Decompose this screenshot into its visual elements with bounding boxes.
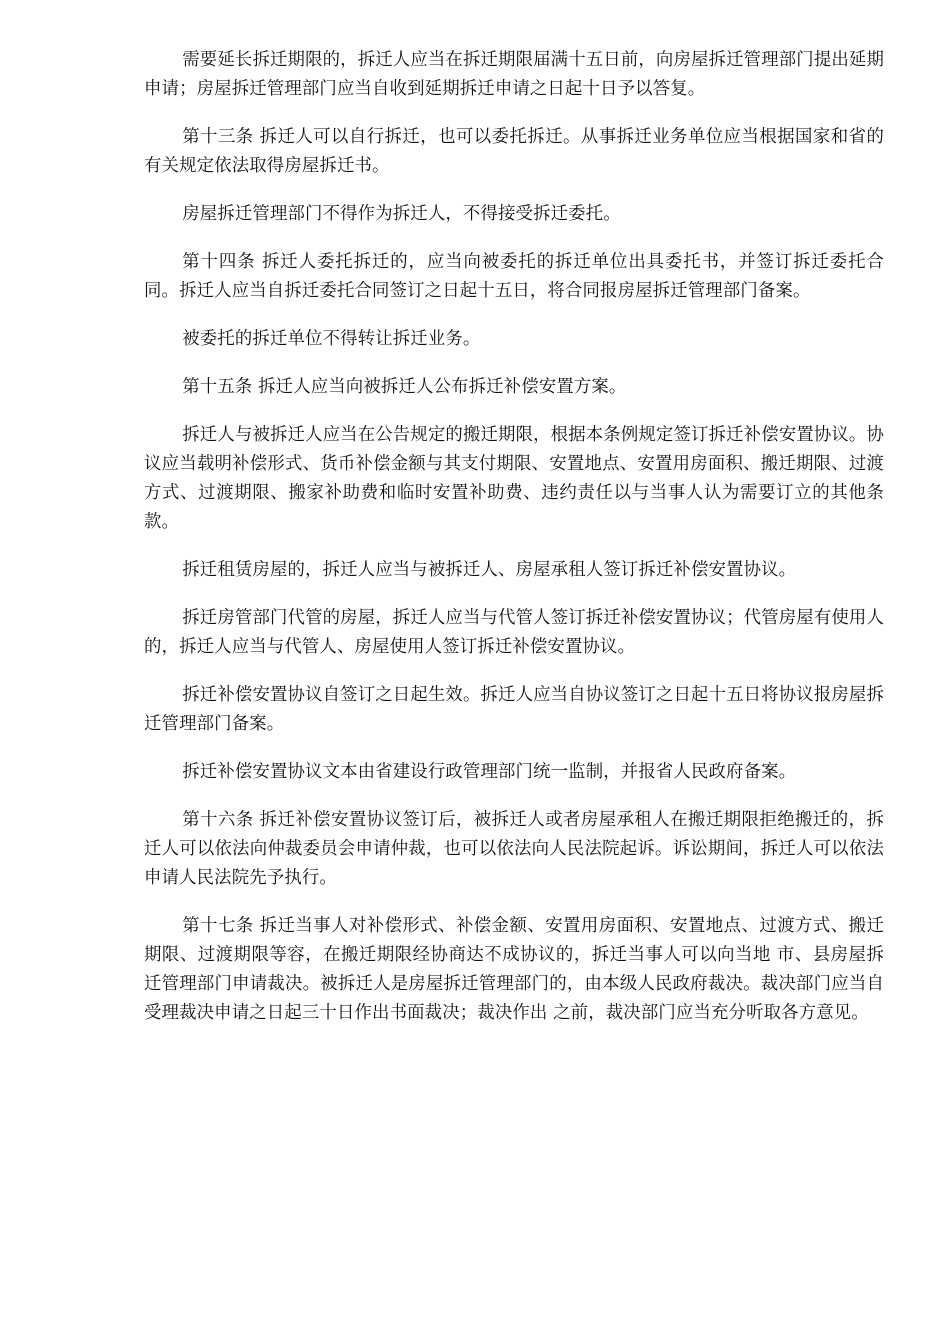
paragraph-management-restriction: 房屋拆迁管理部门不得作为拆迁人，不得接受拆迁委托。 <box>182 204 621 224</box>
paragraph-article-15: 第十五条 拆迁人应当向被拆迁人公布拆迁补偿安置方案。 <box>182 377 627 397</box>
paragraph-agreement-template: 拆迁补偿安置协议文本由省建设行政管理部门统一监制，并报省人民政府备案。 <box>182 762 797 782</box>
paragraph-article-14: 第十四条 拆迁人委托拆迁的，应当向被委托的拆迁单位出具委托书，并签订拆迁委托合同。拆迁人应当自拆迁委托合同签订之日起十五日，将合同报房屋拆迁管理部门备案。 <box>144 252 884 301</box>
paragraph-agreement-effective: 拆迁补偿安置协议自签订之日起生效。拆迁人应当自协议签订之日起十五日将协议报房屋拆迁管理部门备案。 <box>144 685 884 734</box>
paragraph-article-16: 第十六条 拆迁补偿安置协议签订后，被拆迁人或者房屋承租人在搬迁期限拒绝搬迁的，拆迁人可以依法向仲裁委员会申请仲裁，也可以依法向人民法院起诉。诉讼期间，拆迁人可以依法申请人民法院先予执行。 <box>144 810 884 888</box>
paragraph-agreement-content: 拆迁人与被拆迁人应当在公告规定的搬迁期限，根据本条例规定签订拆迁补偿安置协议。协议应当载明补偿形式、货币补偿金额与其支付期限、安置地点、安置用房面积、搬迁期限、过渡方式、过渡期限、搬家补助费和临时安置补助费、违约责任以与当事人认为需要订立的其他条款。 <box>144 425 884 532</box>
paragraph-managed-housing: 拆迁房管部门代管的房屋，拆迁人应当与代管人签订拆迁补偿安置协议；代管房屋有使用人的，拆迁人应当与代管人、房屋使用人签订拆迁补偿安置协议。 <box>144 608 884 657</box>
paragraph-extension-application: 需要延长拆迁期限的，拆迁人应当在拆迁期限届满十五日前，向房屋拆迁管理部门提出延期申请；房屋拆迁管理部门应当自收到延期拆迁申请之日起十日予以答复。 <box>144 50 884 99</box>
paragraph-article-13: 第十三条 拆迁人可以自行拆迁，也可以委托拆迁。从事拆迁业务单位应当根据国家和省的有关规定依法取得房屋拆迁书。 <box>144 127 884 176</box>
paragraph-article-17: 第十七条 拆迁当事人对补偿形式、补偿金额、安置用房面积、安置地点、过渡方式、搬迁期限、过渡期限等容，在搬迁期限经协商达不成协议的，拆迁当事人可以向当地 市、县房屋拆迁管理部门申请裁决。被拆迁人是房屋拆迁管理部门的，由本级人民政府裁决。裁决部门应当自受理裁决申请之日起三十日作出书面裁决；裁决作出 之前，裁决部门应当充分听取各方意见。 <box>144 916 884 1023</box>
paragraph-no-transfer: 被委托的拆迁单位不得转让拆迁业务。 <box>182 329 481 349</box>
document-page <box>144 46 884 1047</box>
paragraph-leased-housing: 拆迁租赁房屋的，拆迁人应当与被拆迁人、房屋承租人签订拆迁补偿安置协议。 <box>182 560 797 580</box>
